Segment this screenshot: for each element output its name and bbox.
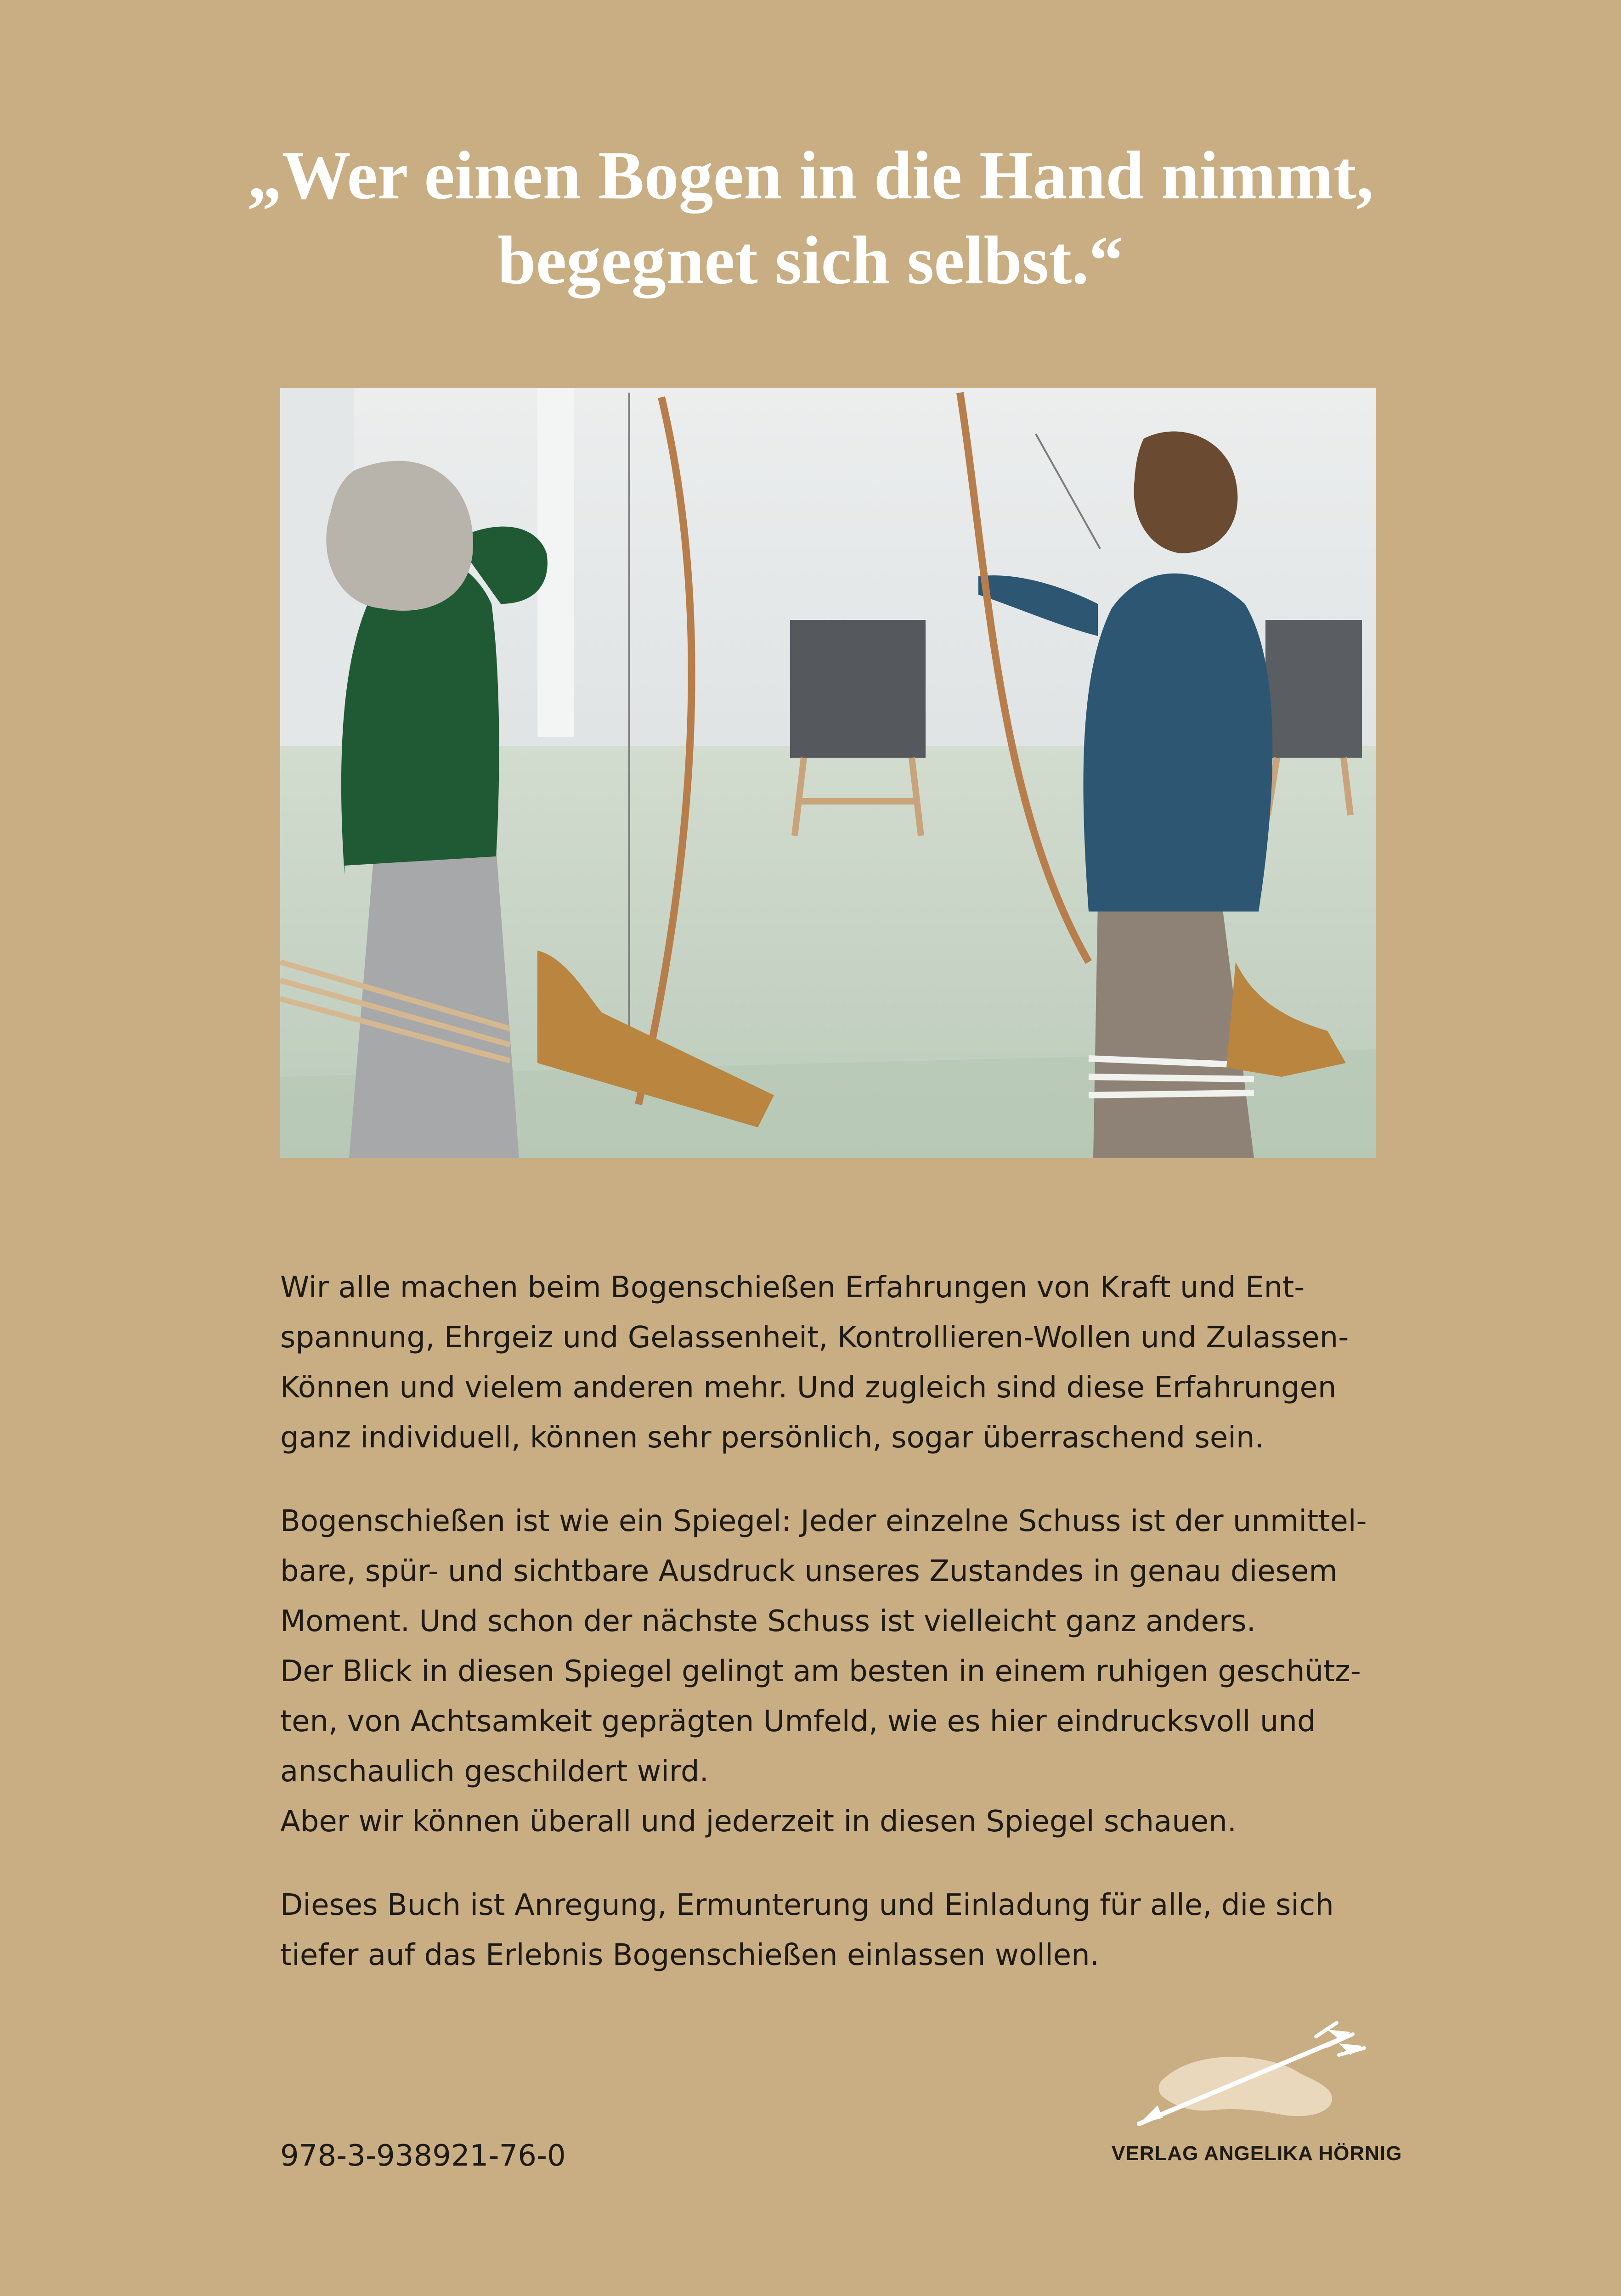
cover-quote <box>0 133 1621 303</box>
isbn-number: 978-3-938921-76-0 <box>280 2139 566 2173</box>
text-line: Der Blick in diesen Spiegel gelingt am besten in einem ruhigen geschütz- <box>280 1654 1361 1688</box>
text-line: Wir alle machen beim Bogenschießen Erfahrungen von Kraft und Ent- <box>280 1271 1305 1305</box>
text-line: anschaulich geschildert wird. <box>280 1755 709 1789</box>
text-line: Aber wir können überall und jederzeit in diesen Spiegel schauen. <box>280 1805 1237 1839</box>
blurb-paragraph-1 <box>280 1263 1383 1463</box>
blurb-paragraph-2 <box>280 1497 1383 1847</box>
quote-line-2: begegnet sich selbst.“ <box>497 222 1124 298</box>
blurb-text <box>280 1263 1383 2014</box>
text-line: Bogenschießen ist wie ein Spiegel: Jeder einzelne Schuss ist der unmittel- <box>280 1504 1367 1538</box>
publisher-logo <box>1112 2011 1402 2177</box>
text-line: ganz individuell, können sehr persönlich, sogar überraschend sein. <box>280 1421 1264 1455</box>
text-line: ten, von Achtsamkeit geprägten Umfeld, wie es hier eindrucksvoll und <box>280 1705 1316 1739</box>
text-line: Können und vielem anderen mehr. Und zugleich sind diese Erfahrungen <box>280 1371 1337 1405</box>
blurb-paragraph-3 <box>280 1880 1383 1981</box>
publisher-name: VERLAG ANGELIKA HÖRNIG <box>1112 2142 1402 2165</box>
text-line: Moment. Und schon der nächste Schuss ist vielleicht ganz anders. <box>280 1604 1256 1638</box>
archers-photo <box>280 388 1376 1158</box>
arrow-over-hand-icon <box>1112 2011 1378 2140</box>
text-line: bare, spür- und sichtbare Ausdruck unseres Zustandes in genau diesem <box>280 1554 1338 1588</box>
text-line: Dieses Buch ist Anregung, Ermunterung und Einladung für alle, die sich <box>280 1888 1334 1922</box>
quote-line-1: „Wer einen Bogen in die Hand nimmt, <box>247 137 1374 214</box>
text-line: tiefer auf das Erlebnis Bogenschießen einlassen wollen. <box>280 1938 1100 1972</box>
text-line: spannung, Ehrgeiz und Gelassenheit, Kontrollieren-Wollen und Zulassen- <box>280 1321 1349 1355</box>
